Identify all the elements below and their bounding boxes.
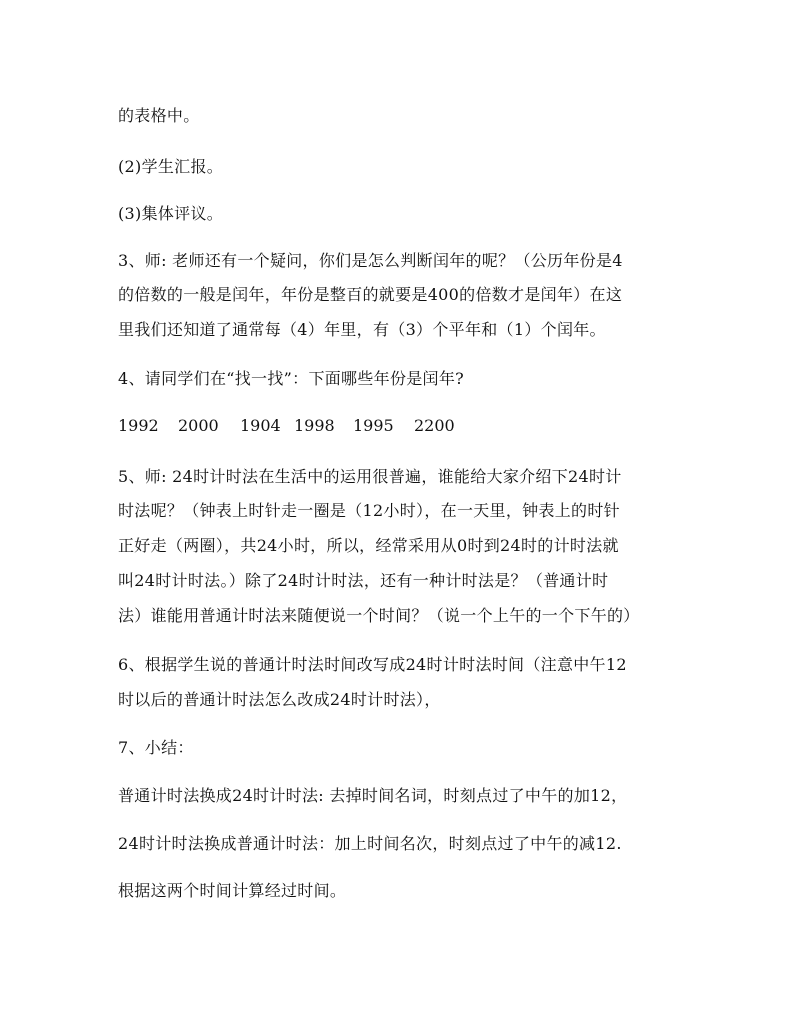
text-line: 24时计时法换成普通计时法：加上时间名次，时刻点过了中午的减12. [118,834,622,853]
text-line: (2)学生汇报。 [118,157,224,176]
text-line: 6、根据学生说的普通计时法时间改写成24时计时法时间（注意中午12 [118,655,627,674]
text-line: 普通计时法换成24时计时法: 去掉时间名词，时刻点过了中午的加12， [118,786,628,805]
text-line: 时以后的普通计时法怎么改成24时计时法）， [118,690,441,709]
text-line: (3)集体评议。 [118,204,224,223]
text-line: 7、小结： [118,738,194,757]
text-line: 正好走（两圈），共24小时，所以，经常采用从0时到24时的计时法就 [118,536,619,555]
year-item: 1995 [353,416,394,435]
text-line: 5、师: 24时计时法在生活中的运用很普遍，谁能给大家介绍下24时计 [118,467,622,486]
text-line: 的倍数的一般是闰年，年份是整百的就要是400的倍数才是闰年）在这 [118,285,623,304]
text-line: 法）谁能用普通计时法来随便说一个时间？（说一个上午的一个下午的） [118,606,640,625]
text-line: 里我们还知道了通常每（4）年里，有（3）个平年和（1）个闰年。 [118,320,606,339]
year-item: 2200 [414,416,455,435]
text-line: 叫24时计时法。）除了24时计时法，还有一种计时法是？（普通计时 [118,571,609,590]
text-line: 根据这两个时间计算经过时间。 [118,881,347,900]
year-item: 1904 [240,416,281,435]
text-line: 3、师: 老师还有一个疑问，你们是怎么判断闰年的呢？（公历年份是4 [118,251,623,270]
year-item: 1992 [118,416,159,435]
text-line: 的表格中。 [118,106,200,125]
text-line: 4、请同学们在“找一找”：下面哪些年份是闰年? [118,369,465,388]
year-item: 2000 [178,416,219,435]
text-line: 时法呢？（钟表上时针走一圈是（12小时），在一天里，钟表上的时针 [118,501,620,520]
year-item: 1998 [294,416,335,435]
